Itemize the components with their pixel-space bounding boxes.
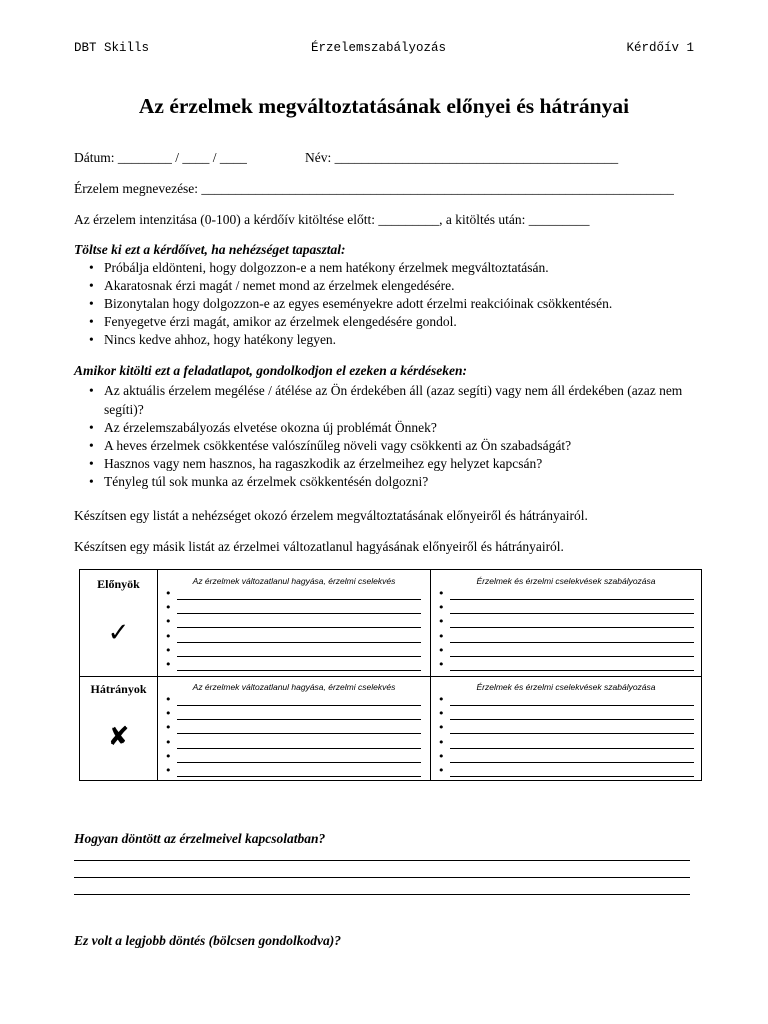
entry-line[interactable] <box>438 765 694 779</box>
instruction-2: Készítsen egy másik listát az érzelmei változatlanul hagyásának előnyeiről és hátrányairól. <box>74 539 564 554</box>
pros-cons-table <box>79 569 702 781</box>
list-item: • Tényleg túl sok munka az érzelmek csökkentésén dolgozni? <box>86 473 696 491</box>
entry-line[interactable] <box>165 694 421 708</box>
section1-heading: Töltse ki ezt a kérdőívet, ha nehézséget tapasztal: <box>74 242 346 257</box>
entry-line[interactable] <box>438 631 694 645</box>
row-label-cons: Hátrányok <box>90 682 147 696</box>
entry-list <box>165 588 421 673</box>
date-field[interactable]: Dátum: ________ / ____ / ____ <box>74 150 247 165</box>
table-divider <box>80 676 701 677</box>
list-item: • Próbálja eldönteni, hogy dolgozzon-e a nem hatékony érzelmek megváltoztatásán. <box>86 259 696 277</box>
entry-line[interactable] <box>165 751 421 765</box>
question-decision: Hogyan döntött az érzelmeivel kapcsolatban? <box>74 831 326 846</box>
section1-list <box>86 259 696 349</box>
entry-line[interactable] <box>438 708 694 722</box>
cross-icon: ✘ <box>107 722 130 752</box>
entry-line[interactable] <box>438 751 694 765</box>
entry-line[interactable] <box>165 737 421 751</box>
entry-line[interactable] <box>165 616 421 630</box>
col-header-unchanged: Az érzelmek változatlanul hagyása, érzelmi cselekvés <box>192 576 396 586</box>
entry-line[interactable] <box>165 659 421 673</box>
answer-line[interactable] <box>74 894 690 895</box>
entry-line[interactable] <box>165 722 421 736</box>
instruction-1: Készítsen egy listát a nehézséget okozó érzelem megváltoztatásának előnyeiről és hátrányairól. <box>74 508 588 523</box>
page-header <box>74 41 694 57</box>
entry-line[interactable] <box>165 645 421 659</box>
row-label-pros: Előnyök <box>97 577 140 591</box>
entry-list <box>438 694 694 779</box>
answer-line[interactable] <box>74 877 690 878</box>
header-left: DBT Skills <box>74 41 150 55</box>
entry-line[interactable] <box>438 645 694 659</box>
entry-line[interactable] <box>438 588 694 602</box>
list-item: • Akaratosnak érzi magát / nemet mond az érzelmek elengedésére. <box>86 277 696 295</box>
check-icon: ✓ <box>107 618 130 648</box>
list-item: • Fenyegetve érzi magát, amikor az érzelmek elengedésére gondol. <box>86 313 696 331</box>
list-item: • Bizonytalan hogy dolgozzon-e az egyes eseményekre adott érzelmi reakcióinak csökkentésén. <box>86 295 696 313</box>
answer-line[interactable] <box>74 860 690 861</box>
entry-line[interactable] <box>165 631 421 645</box>
entry-line[interactable] <box>165 765 421 779</box>
entry-line[interactable] <box>438 616 694 630</box>
section2-list <box>86 381 696 491</box>
col-header-unchanged: Az érzelmek változatlanul hagyása, érzelmi cselekvés <box>192 682 396 692</box>
list-item: • Az aktuális érzelem megélése / átélése az Ön érdekében áll (azaz segíti) vagy nem áll érdekében (azaz nem segíti)? <box>86 381 684 419</box>
header-right: Kérdőív 1 <box>626 41 694 55</box>
entry-line[interactable] <box>165 602 421 616</box>
question-best-decision: Ez volt a legjobb döntés (bölcsen gondolkodva)? <box>74 933 341 948</box>
intensity-field[interactable]: Az érzelem intenzitása (0-100) a kérdőív kitöltése előtt: _________, a kitöltés után: _________ <box>74 212 590 227</box>
entry-line[interactable] <box>438 659 694 673</box>
entry-line[interactable] <box>165 708 421 722</box>
list-item: • Nincs kedve ahhoz, hogy hatékony legyen. <box>86 331 696 349</box>
name-field[interactable]: Név: __________________________________________ <box>305 150 619 165</box>
section2-heading: Amikor kitölti ezt a feladatlapot, gondolkodjon el ezeken a kérdéseken: <box>74 363 467 378</box>
list-item: • A heves érzelmek csökkentése valószínűleg növeli vagy csökkenti az Ön szabadságát? <box>86 437 696 455</box>
header-center: Érzelemszabályozás <box>311 41 447 55</box>
entry-list <box>165 694 421 779</box>
list-item: • Hasznos vagy nem hasznos, ha ragaszkodik az érzelmeihez egy helyzet kapcsán? <box>86 455 696 473</box>
emotion-name-field[interactable]: Érzelem megnevezése: ______________________________________________________________________ <box>74 181 674 196</box>
col-header-regulate: Érzelmek és érzelmi cselekvések szabályozása <box>476 682 656 692</box>
entry-line[interactable] <box>438 694 694 708</box>
table-divider <box>430 570 431 780</box>
entry-line[interactable] <box>438 602 694 616</box>
col-header-regulate: Érzelmek és érzelmi cselekvések szabályozása <box>476 576 656 586</box>
page-title: Az érzelmek megváltoztatásának előnyei és hátrányai <box>138 94 630 118</box>
entry-line[interactable] <box>165 588 421 602</box>
table-divider <box>157 570 158 780</box>
entry-line[interactable] <box>438 737 694 751</box>
list-item: • Az érzelemszabályozás elvetése okozna új problémát Önnek? <box>86 419 696 437</box>
entry-line[interactable] <box>438 722 694 736</box>
entry-list <box>438 588 694 673</box>
